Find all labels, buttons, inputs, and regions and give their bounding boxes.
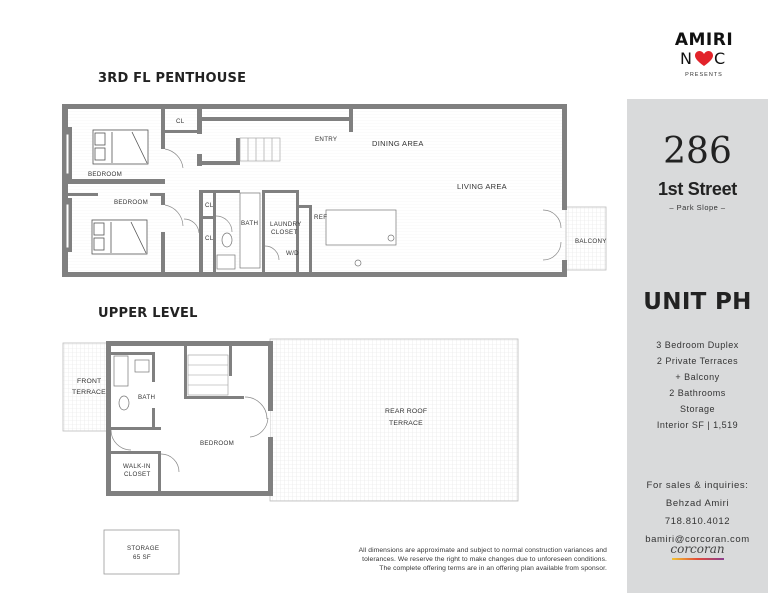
label-front: FRONT bbox=[77, 378, 102, 385]
logo-letter-n: N bbox=[680, 49, 693, 68]
feature-list bbox=[627, 337, 768, 433]
street-number: 286 bbox=[663, 131, 732, 172]
label-upper-bath: BATH bbox=[138, 394, 156, 401]
feature-item: 3 Bedroom Duplex bbox=[656, 340, 739, 350]
neighborhood: – Park Slope – bbox=[669, 203, 726, 212]
label-rear-terrace: TERRACE bbox=[389, 420, 423, 427]
logo-nyc bbox=[674, 49, 734, 69]
label-walk-in-closet: CLOSET bbox=[124, 471, 151, 478]
unit-title: UNIT PH bbox=[643, 289, 752, 315]
contact-heading: For sales & inquiries: bbox=[646, 480, 749, 491]
label-cl-3: CL bbox=[205, 235, 214, 242]
brand-logo: corcoran bbox=[670, 542, 725, 556]
toilet bbox=[222, 233, 232, 247]
label-bedroom-top: BEDROOM bbox=[88, 171, 123, 178]
label-balcony: BALCONY bbox=[575, 238, 607, 245]
label-upper-bedroom: BEDROOM bbox=[200, 440, 235, 447]
kitchen-island bbox=[326, 210, 396, 245]
feature-item: Storage bbox=[679, 404, 716, 414]
label-cl-2: CL bbox=[205, 202, 214, 209]
feature-item: 2 Bathrooms bbox=[669, 388, 726, 398]
label-entry: ENTRY bbox=[315, 136, 338, 143]
label-bedroom-bottom: BEDROOM bbox=[114, 199, 149, 206]
storage-unit bbox=[104, 530, 179, 574]
disclaimer-line: The complete offering terms are in an offering plan available from sponsor. bbox=[379, 565, 607, 573]
logo-text-amiri: AMIRI bbox=[674, 30, 734, 50]
street-name: 1st Street bbox=[657, 179, 738, 199]
listing-panel bbox=[627, 99, 768, 593]
agent-name: Behzad Amiri bbox=[665, 498, 730, 509]
label-living-area: LIVING AREA bbox=[457, 182, 507, 191]
logo-letter-c: C bbox=[714, 49, 727, 68]
upper-toilet bbox=[119, 396, 129, 410]
plan-upper-title: UPPER LEVEL bbox=[98, 306, 198, 321]
plan-3rd-title: 3RD FL PENTHOUSE bbox=[98, 71, 247, 86]
upper-bathtub bbox=[114, 356, 128, 386]
brand-underline bbox=[672, 558, 724, 560]
contact-block bbox=[627, 477, 768, 549]
plan-upper-level bbox=[63, 339, 518, 501]
label-laundry-closet: CLOSET bbox=[271, 229, 298, 236]
label-laundry: LAUNDRY bbox=[270, 221, 302, 228]
label-ref: REF bbox=[314, 214, 328, 221]
logo-presents: PRESENTS bbox=[685, 72, 723, 78]
front-terrace-deck bbox=[63, 343, 109, 431]
label-walk-in: WALK-IN bbox=[123, 463, 151, 470]
heart-icon bbox=[695, 51, 713, 67]
label-front-terrace: TERRACE bbox=[72, 389, 106, 396]
label-bath: BATH bbox=[241, 220, 259, 227]
feature-item: Interior SF | 1,519 bbox=[656, 420, 739, 430]
bathtub bbox=[240, 193, 260, 268]
label-cl-1: CL bbox=[176, 118, 185, 125]
agent-phone[interactable]: 718.810.4012 bbox=[664, 516, 731, 527]
feature-item: + Balcony bbox=[675, 372, 720, 382]
agent-email[interactable]: bamiri@corcoran.com bbox=[645, 534, 750, 545]
label-storage-sf: 65 SF bbox=[133, 554, 152, 561]
label-rear-roof: REAR ROOF bbox=[385, 408, 428, 415]
disclaimer-line: All dimensions are approximate and subject to normal construction variances and bbox=[358, 547, 607, 554]
label-storage: STORAGE bbox=[127, 545, 160, 552]
feature-item: 2 Private Terraces bbox=[656, 356, 739, 366]
label-dining-area: DINING AREA bbox=[372, 139, 424, 148]
disclaimer bbox=[300, 546, 607, 574]
disclaimer-line: tolerances. We reserve the right to make changes due to unforeseen conditions. bbox=[362, 556, 607, 564]
plan-3rd-floor bbox=[62, 104, 607, 277]
label-wd: W/D bbox=[286, 250, 299, 257]
